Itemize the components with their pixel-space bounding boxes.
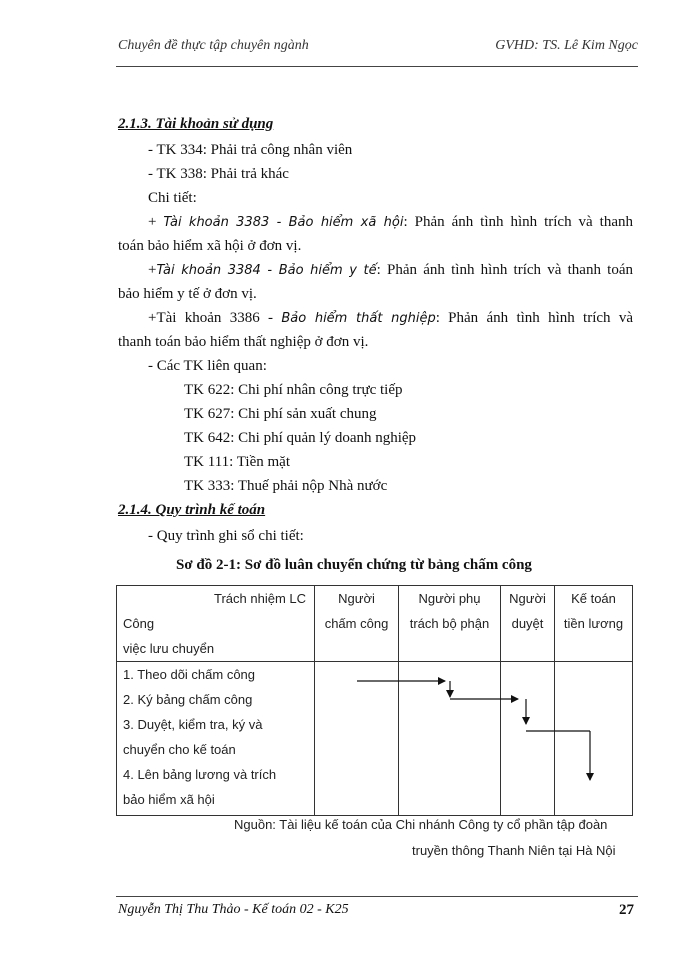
paragraph-3383-line1	[148, 214, 633, 231]
header-left: Chuyên đề thực tập chuyên ngành	[118, 38, 309, 53]
step-line: chuyển cho kế toán	[123, 742, 236, 757]
paragraph-3383-text: : Phản ánh tình hình trích và thanh	[403, 214, 633, 230]
corner-header-mid: Công	[123, 616, 155, 631]
paragraph-3386-line1	[148, 310, 633, 327]
document-flow-table	[116, 585, 633, 816]
source-line1: Nguồn: Tài liệu kế toán của Chi nhánh Công ty cổ phần tập đoàn	[234, 817, 608, 832]
flow-cell-approver	[501, 662, 555, 816]
paragraph-3386-account: Bảo hiểm thất nghiệp	[281, 311, 436, 326]
corner-header-cell	[117, 586, 315, 662]
column-header-line1: Kế toán	[571, 591, 616, 606]
step-line: 2. Ký bảng chấm công	[123, 692, 253, 707]
paragraph-3383-account: Tài khoản 3383 - Bảo hiểm xã hội	[163, 215, 404, 230]
table-body-row	[117, 662, 633, 816]
related-account-111: TK 111: Tiền mặt	[184, 454, 290, 470]
account-item-338: - TK 338: Phải trả khác	[148, 166, 289, 182]
column-header-timekeeper	[315, 586, 399, 662]
step-line: 1. Theo dõi chấm công	[123, 667, 256, 682]
paragraph-3383-line2: toán bảo hiểm xã hội ở đơn vị.	[118, 238, 302, 254]
step-line: 3. Duyệt, kiểm tra, ký và	[123, 717, 263, 732]
flow-cell-payroll-accountant	[555, 662, 633, 816]
related-account-642: TK 642: Chi phí quản lý doanh nghiệp	[184, 430, 417, 446]
header-right: GVHD: TS. Lê Kim Ngọc	[495, 38, 638, 53]
process-intro: - Quy trình ghi sổ chi tiết:	[148, 528, 304, 544]
column-header-line1: Người	[509, 591, 546, 606]
table-header-row	[117, 586, 633, 662]
column-header-approver	[501, 586, 555, 662]
column-header-line1: Người	[338, 591, 375, 606]
steps-cell	[117, 662, 315, 816]
related-account-333: TK 333: Thuế phải nộp Nhà nước	[184, 478, 388, 494]
step-line: 4. Lên bảng lương và trích	[123, 767, 277, 782]
paragraph-3384-text: : Phản ánh tình hình trích và thanh toán	[376, 262, 634, 278]
flow-cell-timekeeper	[315, 662, 399, 816]
corner-header-bottom: việc lưu chuyển	[123, 641, 215, 656]
paragraph-3384-prefix: +	[148, 262, 157, 278]
paragraph-3386-prefix: +Tài khoản 3386 -	[148, 310, 282, 326]
related-accounts-label: - Các TK liên quan:	[148, 358, 267, 374]
paragraph-3383-prefix: +	[148, 214, 164, 230]
flow-cell-department-head	[399, 662, 501, 816]
header-divider	[116, 66, 638, 67]
column-header-payroll-accountant	[555, 586, 633, 662]
column-header-line2: chấm công	[324, 616, 389, 631]
step-line: bảo hiểm xã hội	[123, 792, 215, 807]
column-header-line2: trách bộ phận	[409, 616, 490, 631]
account-item-334: - TK 334: Phải trả công nhân viên	[148, 142, 353, 158]
paragraph-3384-account: Tài khoản 3384 - Bảo hiểm y tế	[156, 263, 377, 278]
column-header-line2: tiền lương	[563, 616, 624, 631]
source-line2: truyền thông Thanh Niên tại Hà Nội	[412, 843, 616, 858]
paragraph-3386-line2: thanh toán bảo hiểm thất nghiệp ở đơn vị.	[118, 334, 369, 350]
paragraph-3386-text: : Phản ánh tình hình trích và	[435, 310, 633, 326]
section-214-title: 2.1.4. Quy trình kế toán	[118, 502, 266, 518]
footer-divider	[116, 896, 638, 897]
column-header-line2: duyệt	[511, 616, 544, 631]
column-header-department-head	[399, 586, 501, 662]
footer-author: Nguyễn Thị Thu Thảo - Kế toán 02 - K25	[118, 902, 349, 917]
section-213-title: 2.1.3. Tài khoản sử dụng	[118, 116, 274, 132]
page-number: 27	[619, 902, 634, 918]
related-account-622: TK 622: Chi phí nhân công trực tiếp	[184, 382, 403, 398]
corner-header-top: Trách nhiệm LC	[214, 591, 306, 606]
detail-label: Chi tiết:	[148, 190, 197, 206]
related-account-627: TK 627: Chi phí sản xuất chung	[184, 406, 377, 422]
paragraph-3384-line1	[148, 262, 633, 279]
column-header-line1: Người phụ	[418, 591, 481, 606]
paragraph-3384-line2: bảo hiểm y tế ở đơn vị.	[118, 286, 257, 302]
diagram-caption: Sơ đồ 2-1: Sơ đồ luân chuyển chứng từ bảng chấm công	[176, 557, 532, 573]
